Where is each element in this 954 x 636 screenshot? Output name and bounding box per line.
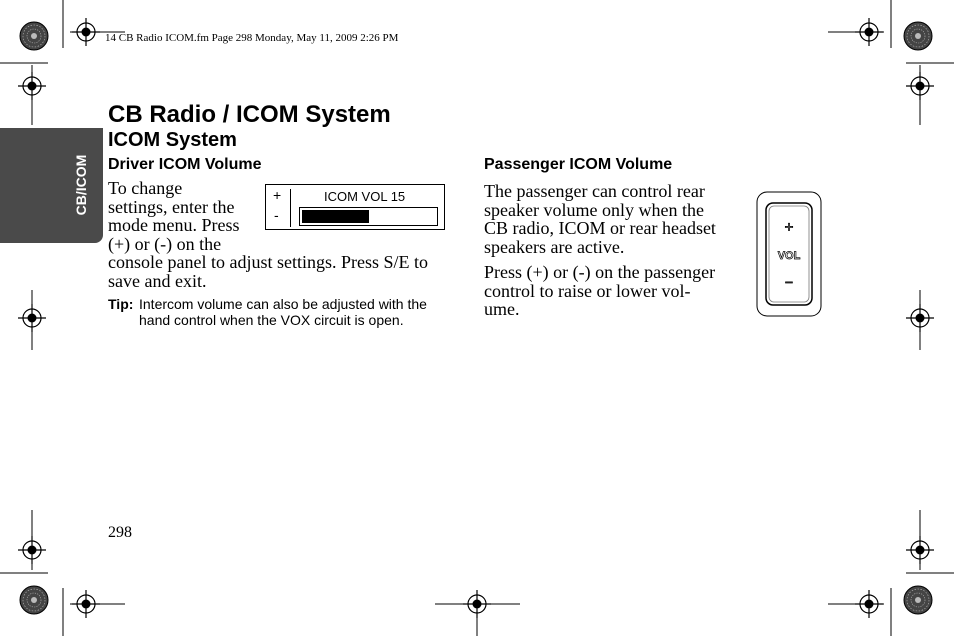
- driver-heading: Driver ICOM Volume: [108, 156, 262, 173]
- control-vol-label: VOL: [777, 250, 801, 262]
- text-line: speaker volume only when the: [484, 199, 704, 220]
- text-line: mode menu. Press: [108, 215, 240, 235]
- driver-paragraph-narrow: [108, 179, 268, 253]
- text-line: The passenger can control rear: [484, 181, 705, 201]
- text-line: save and exit.: [108, 270, 207, 291]
- text-line: (+) or (-) on the: [108, 233, 222, 254]
- text-line: settings, enter the: [108, 196, 235, 217]
- passenger-paragraph-2: [484, 263, 744, 319]
- text-line: CB radio, ICOM or rear headset: [484, 218, 716, 238]
- control-minus-icon: −: [784, 274, 794, 290]
- tip-text: Intercom volume can also be adjusted with the hand control when the VOX circuit is open.: [139, 296, 427, 328]
- driver-paragraph-wide: [108, 253, 458, 290]
- text-line: Press (+) or (-) on the passenger: [484, 262, 716, 282]
- passenger-heading: Passenger ICOM Volume: [484, 156, 673, 173]
- text-line: console panel to adjust settings. Press S/E to: [108, 252, 428, 272]
- file-header-line: 14 CB Radio ICOM.fm Page 298 Monday, May 11, 2009 2:26 PM: [105, 32, 399, 44]
- page-number: 298: [108, 524, 132, 541]
- passenger-paragraph-1: [484, 182, 744, 256]
- section-title: ICOM System: [108, 129, 237, 151]
- display-minus-label: -: [274, 207, 279, 223]
- passenger-volume-control-illustration: [756, 191, 822, 317]
- display-plus-label: +: [273, 187, 282, 203]
- volume-bar-track: [299, 207, 438, 226]
- control-plus-icon: +: [784, 219, 794, 236]
- text-line: control to raise or lower vol-: [484, 280, 691, 301]
- tip-label: Tip:: [108, 296, 134, 312]
- chapter-tab-label: CB/ICOM: [73, 154, 89, 216]
- text-line: speakers are active.: [484, 236, 625, 257]
- display-divider: [290, 189, 291, 227]
- display-volume-text: ICOM VOL 15: [324, 189, 406, 204]
- volume-bar-fill: [302, 210, 369, 223]
- page-title: CB Radio / ICOM System: [108, 101, 391, 128]
- icom-volume-display: [265, 184, 445, 230]
- text-line: To change: [108, 178, 183, 198]
- text-line: ume.: [484, 299, 520, 319]
